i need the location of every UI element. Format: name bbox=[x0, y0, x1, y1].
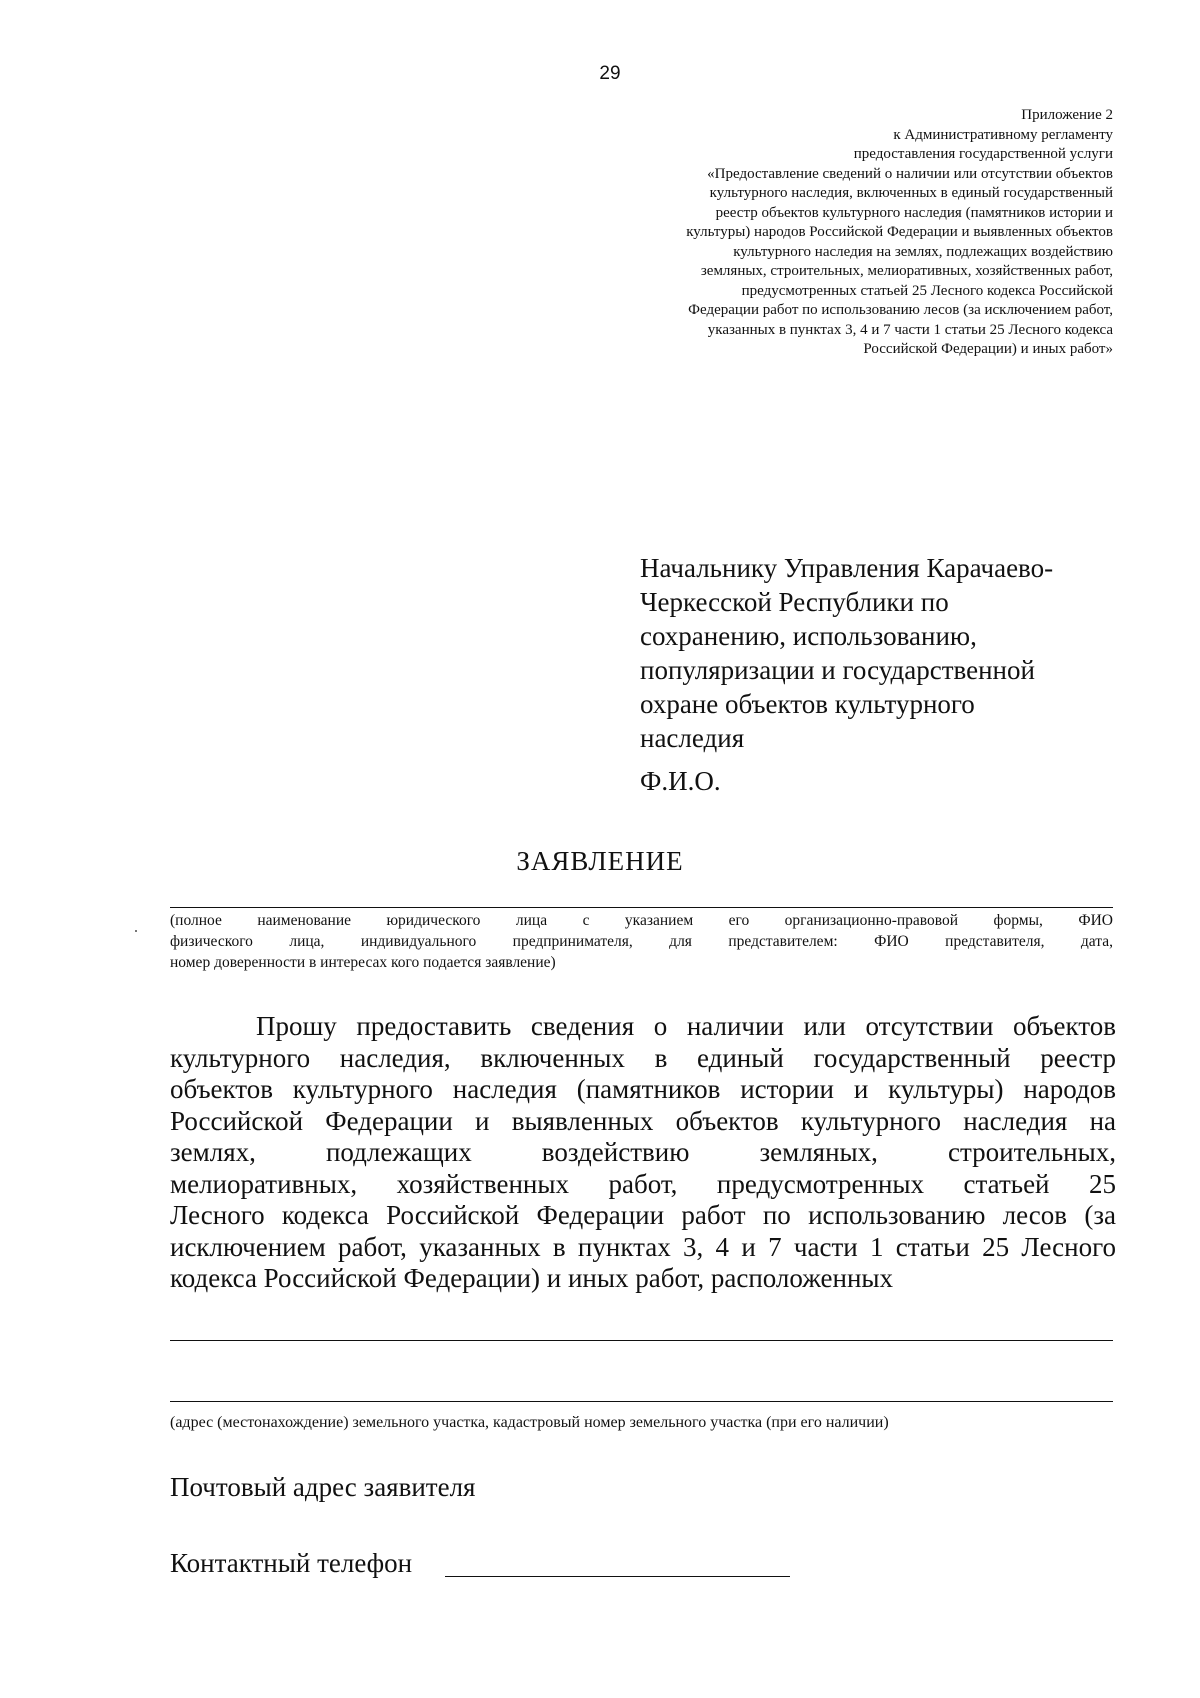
address-fill-line-1 bbox=[170, 1340, 1113, 1341]
scan-speck bbox=[135, 930, 137, 932]
applicant-hint-line: физического лица, индивидуального предпринимателя, для представителем: ФИО представителя, дата, bbox=[170, 933, 1113, 950]
phone-fill-line bbox=[445, 1576, 790, 1577]
appendix-line: предоставления государственной услуги bbox=[853, 146, 1113, 162]
request-line: мелиоративных, хозяйственных работ, предусмотренных статьей 25 bbox=[170, 1168, 1116, 1199]
appendix-line: культурного наследия, включенных в единый государственный bbox=[709, 185, 1113, 201]
addressee-line: наследия bbox=[640, 723, 745, 753]
appendix-line: «Предоставление сведений о наличии или отсутствии объектов bbox=[707, 165, 1113, 182]
postal-address-label: Почтовый адрес заявителя bbox=[170, 1472, 476, 1502]
request-line: исключением работ, указанных в пунктах 3, 4 и 7 части 1 статьи 25 Лесного bbox=[170, 1231, 1116, 1262]
appendix-line: указанных в пунктах 3, 4 и 7 части 1 статьи 25 Лесного кодекса bbox=[707, 321, 1113, 338]
request-line: кодекса Российской Федерации) и иных работ, расположенных bbox=[170, 1263, 894, 1293]
request-line: Лесного кодекса Российской Федерации работ по использованию лесов (за bbox=[170, 1200, 1116, 1230]
request-line: Российской Федерации и выявленных объектов культурного наследия на bbox=[170, 1105, 1116, 1136]
appendix-line: реестр объектов культурного наследия (памятников истории и bbox=[715, 204, 1113, 221]
document-title: ЗАЯВЛЕНИЕ bbox=[516, 846, 684, 876]
addressee-block bbox=[640, 551, 1110, 755]
page-number: 29 bbox=[599, 63, 621, 84]
appendix-line: культурного наследия на землях, подлежащих воздействию bbox=[733, 243, 1113, 260]
appendix-line: предусмотренных статьей 25 Лесного кодекса Российской bbox=[741, 282, 1113, 299]
appendix-line: Российской Федерации) и иных работ» bbox=[863, 341, 1113, 357]
applicant-hint-line: номер доверенности в интересах кого подается заявление) bbox=[170, 954, 556, 971]
appendix-line: Федерации работ по использованию лесов (за исключением работ, bbox=[688, 302, 1113, 318]
request-line: Прошу предоставить сведения о наличии или отсутствии объектов bbox=[256, 1011, 1116, 1041]
phone-label: Контактный телефон bbox=[170, 1548, 413, 1578]
address-fill-line-2 bbox=[170, 1401, 1113, 1402]
appendix-line: земляных, строительных, мелиоративных, хозяйственных работ, bbox=[700, 263, 1113, 279]
appendix-line: культуры) народов Российской Федерации и выявленных объектов bbox=[686, 224, 1113, 240]
addressee-line: Начальнику Управления Карачаево- bbox=[640, 553, 1054, 583]
request-line: землях, подлежащих воздействию земляных, строительных, bbox=[170, 1137, 1116, 1167]
appendix-line: Приложение 2 bbox=[1021, 107, 1113, 123]
addressee-line: сохранению, использованию, bbox=[640, 621, 977, 651]
applicant-hint bbox=[170, 910, 1113, 973]
request-line: объектов культурного наследия (памятников истории и культуры) народов bbox=[170, 1074, 1116, 1104]
addressee-line: охране объектов культурного bbox=[640, 689, 975, 719]
request-paragraph bbox=[170, 1011, 1116, 1295]
addressee-fio: Ф.И.О. bbox=[640, 766, 721, 796]
applicant-fill-line bbox=[170, 907, 1113, 908]
addressee-line: популяризации и государственной bbox=[640, 655, 1035, 685]
address-hint: (адрес (местонахождение) земельного участка, кадастровый номер земельного участка (при его наличии) bbox=[170, 1414, 889, 1431]
appendix-line: к Административному регламенту bbox=[893, 126, 1113, 143]
addressee-line: Черкесской Республики по bbox=[640, 587, 949, 617]
request-line: культурного наследия, включенных в единый государственный реестр bbox=[170, 1042, 1116, 1073]
appendix-header bbox=[500, 106, 1113, 360]
applicant-hint-line: (полное наименование юридического лица с указанием его организационно-правовой формы, ФИО bbox=[170, 912, 1113, 929]
